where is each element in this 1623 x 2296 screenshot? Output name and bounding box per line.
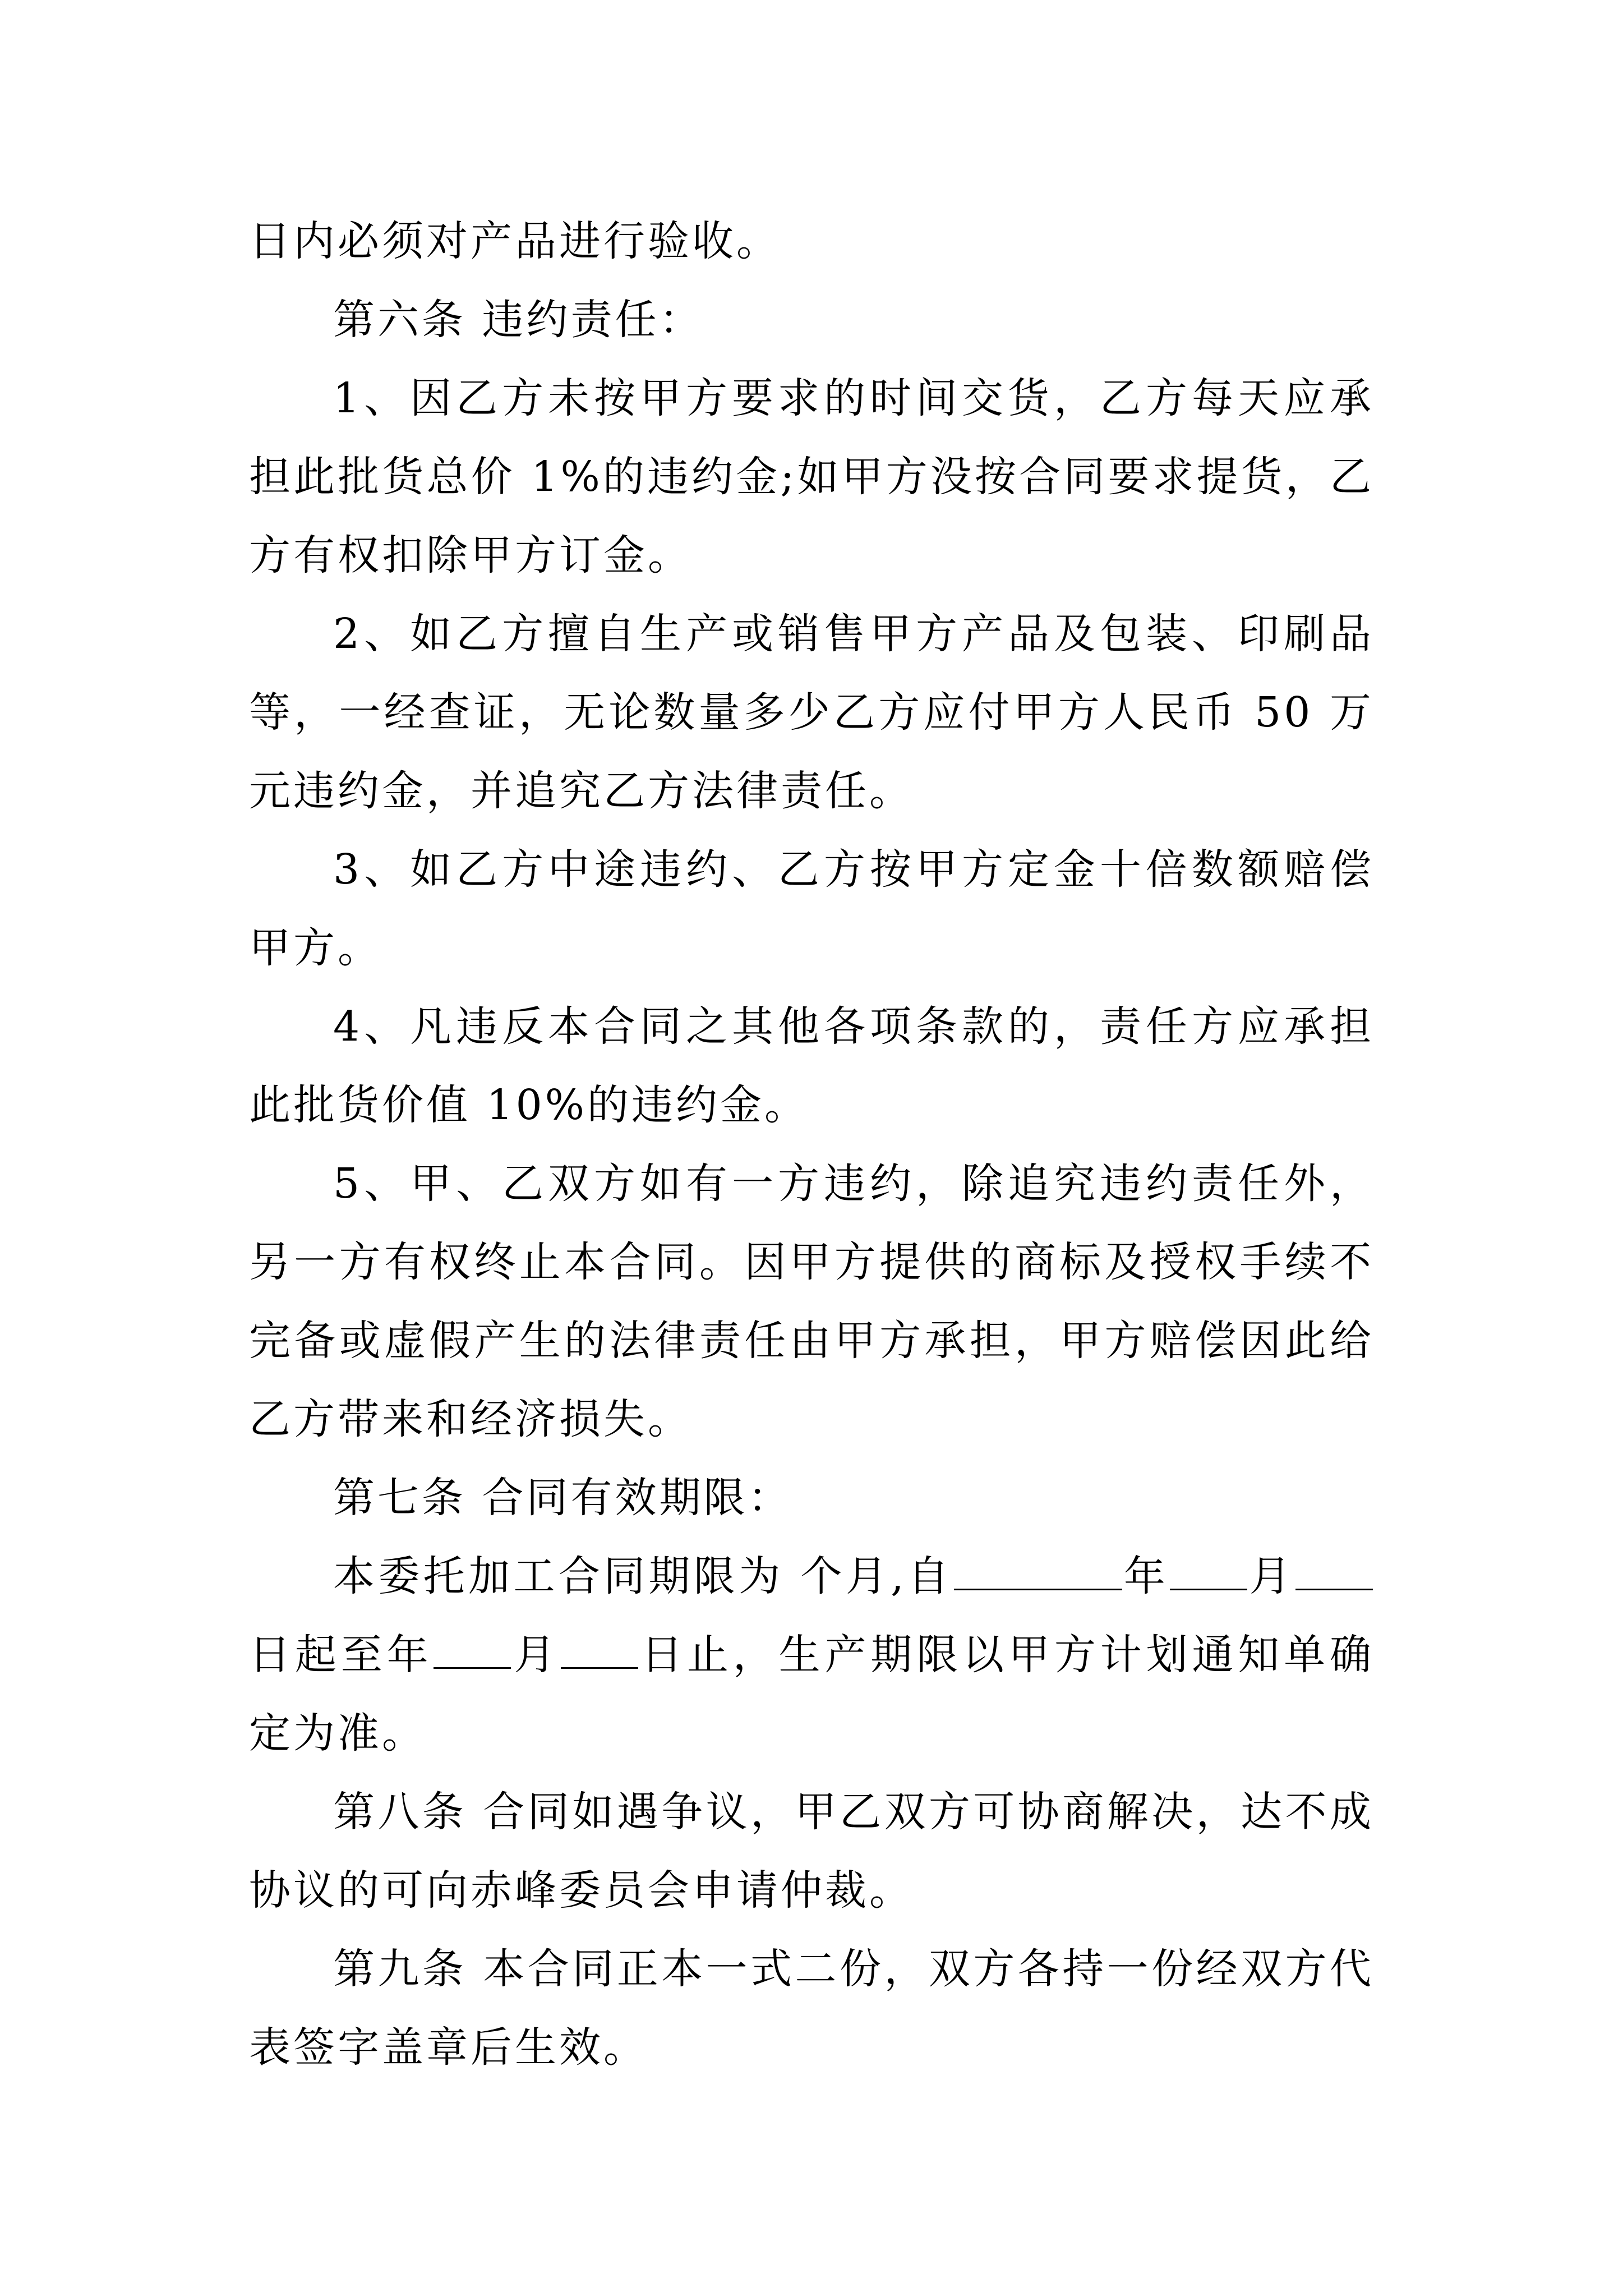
- term-text-5: 月: [512, 1631, 560, 1679]
- end-month-blank: [434, 1623, 511, 1669]
- contract-term-paragraph: [249, 1537, 1374, 1773]
- term-text-6: 日止，生产期限以甲方计划通知单确定为准。: [249, 1631, 1375, 1757]
- clause-6-4: 4、凡违反本合同之其他各项条款的，责任方应承担此批货价值 10%的违约金。: [249, 1002, 1374, 1129]
- article-9: 第九条 本合同正本一式二份，双方各持一份经双方代表签字盖章后生效。: [249, 1945, 1374, 2072]
- clause-6-2: 2、如乙方擅自生产或销售甲方产品及包装、印刷品等，一经查证，无论数量多少乙方应付甲方人民币 50 万元违约金，并追究乙方法律责任。: [249, 610, 1374, 815]
- clause-6-5: 5、甲、乙双方如有一方违约，除追究违约责任外，另一方有权终止本合同。因甲方提供的商标及授权手续不完备或虚假产生的法律责任由甲方承担，甲方赔偿因此给乙方带来和经济损失。: [249, 1159, 1374, 1443]
- article-7-heading: 第七条 合同有效期限：: [333, 1474, 792, 1522]
- end-day-blank: [561, 1623, 638, 1669]
- article-6-heading: 第六条 违约责任：: [333, 296, 704, 344]
- term-text-1: 本委托加工合同期限为 个月,自: [333, 1552, 953, 1600]
- start-month-blank: [1170, 1545, 1247, 1590]
- start-year-blank: [954, 1545, 1122, 1590]
- clause-6-1: 1、因乙方未按甲方要求的时间交货，乙方每天应承担此批货总价 1%的违约金;如甲方没按合同要求提货，乙方有权扣除甲方订金。: [249, 374, 1374, 579]
- clause-6-3: 3、如乙方中途违约、乙方按甲方定金十倍数额赔偿甲方。: [249, 845, 1374, 972]
- term-text-4: 日起至年: [249, 1631, 433, 1679]
- document-body: [249, 202, 1374, 2087]
- start-day-blank: [1295, 1545, 1373, 1590]
- article-8: 第八条 合同如遇争议，甲乙双方可协商解决，达不成协议的可向赤峰委员会申请仲裁。: [249, 1788, 1374, 1915]
- term-text-3: 月: [1248, 1552, 1295, 1600]
- term-text-2: 年: [1123, 1552, 1169, 1600]
- paragraph-acceptance: 日内必须对产品进行验收。: [249, 217, 781, 265]
